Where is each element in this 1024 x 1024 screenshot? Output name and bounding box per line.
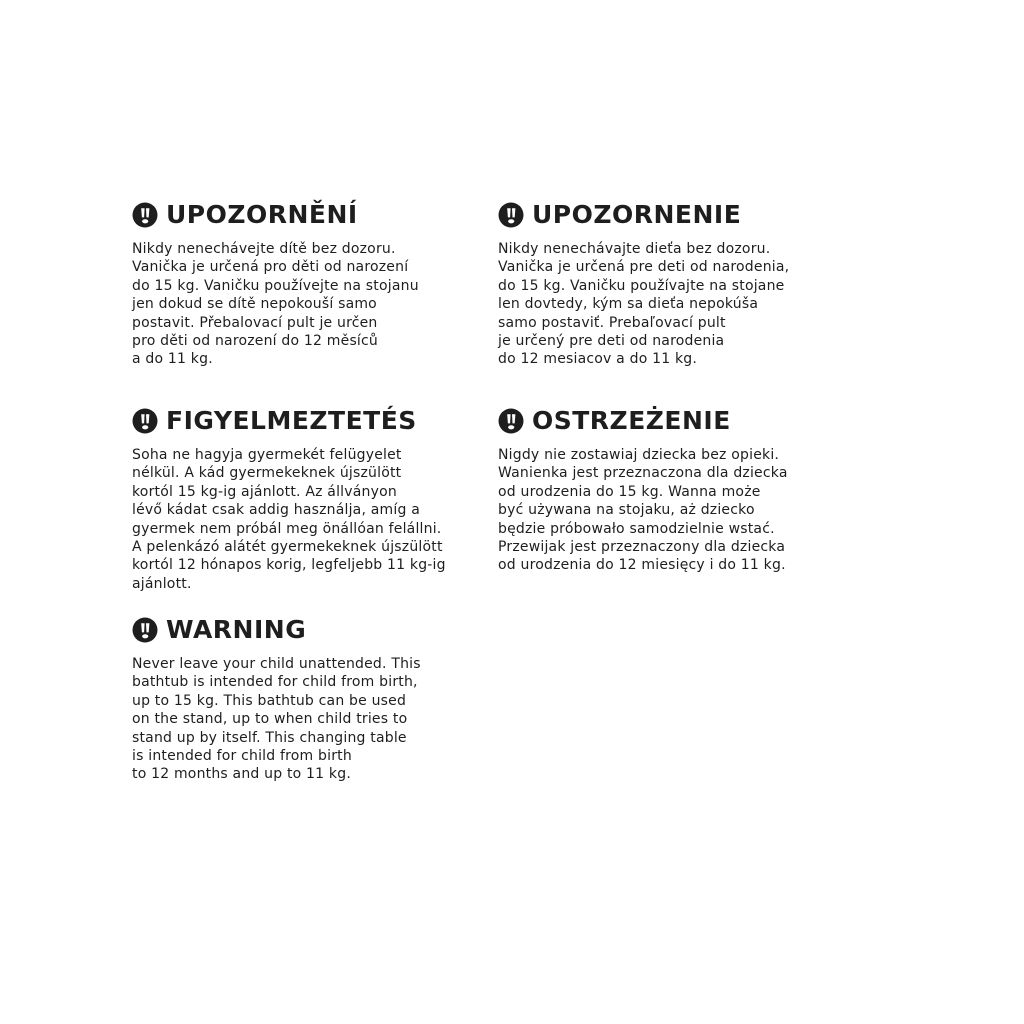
text-line: kortól 12 hónapos korig, legfeljebb 11 kg-ig bbox=[132, 557, 446, 574]
section-heading bbox=[132, 200, 492, 230]
warning-section-hungarian bbox=[132, 406, 492, 593]
text-line: Przewijak jest przeznaczony dla dziecka bbox=[498, 539, 786, 556]
text-line: do 15 kg. Vaničku používajte na stojane bbox=[498, 277, 785, 294]
text-line: Nikdy nenechávejte dítě bez dozoru. bbox=[132, 241, 396, 257]
text-line: do 15 kg. Vaničku používejte na stojanu bbox=[132, 277, 419, 294]
text-line: jen dokud se dítě nepokouší samo bbox=[132, 296, 377, 313]
text-line: gyermek nem próbál meg önállóan felállni. bbox=[132, 520, 442, 537]
warning-icon bbox=[132, 202, 158, 228]
text-line: pro děti od narození do 12 měsíců bbox=[132, 333, 378, 350]
warning-icon bbox=[132, 408, 158, 434]
section-heading bbox=[132, 615, 492, 645]
section-title: UPOZORNENIE bbox=[532, 200, 742, 229]
text-line: samo postaviť. Prebaľovací pult bbox=[498, 314, 726, 331]
warning-section-polish bbox=[498, 406, 858, 575]
text-line: len dovtedy, kým sa dieťa nepokúša bbox=[498, 296, 759, 313]
text-line: Nikdy nenechávajte dieťa bez dozoru. bbox=[498, 241, 771, 257]
section-text bbox=[132, 446, 492, 593]
text-line: Wanienka jest przeznaczona dla dziecka bbox=[498, 465, 788, 482]
text-line: od urodzenia do 15 kg. Wanna może bbox=[498, 483, 761, 500]
text-line: up to 15 kg. This bathtub can be used bbox=[132, 692, 407, 709]
section-text bbox=[132, 655, 492, 784]
section-heading bbox=[132, 406, 492, 436]
warning-icon bbox=[498, 408, 524, 434]
text-line: być używana na stojaku, aż dziecko bbox=[498, 502, 755, 519]
text-line: Vanička je určená pre deti od narodenia, bbox=[498, 259, 790, 276]
text-line: Never leave your child unattended. This bbox=[132, 656, 421, 672]
text-line: od urodzenia do 12 miesięcy i do 11 kg. bbox=[498, 557, 786, 574]
text-line: stand up by itself. This changing table bbox=[132, 729, 407, 746]
text-line: kortól 15 kg-ig ajánlott. Az állványon bbox=[132, 483, 397, 500]
text-line: to 12 months and up to 11 kg. bbox=[132, 766, 351, 783]
text-line: nélkül. A kád gyermekeknek újszülött bbox=[132, 465, 402, 482]
warning-section-english bbox=[132, 615, 492, 784]
section-title: WARNING bbox=[166, 615, 307, 644]
text-line: on the stand, up to when child tries to bbox=[132, 711, 408, 728]
text-line: bathtub is intended for child from birth, bbox=[132, 674, 418, 691]
warning-section-slovak bbox=[498, 200, 858, 369]
text-line: A pelenkázó alátét gyermekeknek újszülött bbox=[132, 539, 443, 556]
section-heading bbox=[498, 200, 858, 230]
section-heading bbox=[498, 406, 858, 436]
text-line: ajánlott. bbox=[132, 575, 192, 592]
warning-section-czech bbox=[132, 200, 492, 369]
warning-icon bbox=[132, 617, 158, 643]
text-line: is intended for child from birth bbox=[132, 748, 352, 765]
text-line: do 12 mesiacov a do 11 kg. bbox=[498, 351, 698, 368]
section-title: OSTRZEŻENIE bbox=[532, 406, 731, 435]
text-line: postavit. Přebalovací pult je určen bbox=[132, 314, 378, 331]
section-text bbox=[132, 240, 492, 369]
text-line: Soha ne hagyja gyermekét felügyelet bbox=[132, 447, 402, 463]
text-line: Vanička je určená pro děti od narození bbox=[132, 259, 409, 276]
text-line: będzie próbowało samodzielnie wstać. bbox=[498, 520, 775, 537]
text-line: lévő kádat csak addig használja, amíg a bbox=[132, 502, 420, 519]
text-line: je určený pre deti od narodenia bbox=[498, 333, 725, 350]
text-line: Nigdy nie zostawiaj dziecka bez opieki. bbox=[498, 447, 780, 463]
section-text bbox=[498, 240, 858, 369]
text-line: a do 11 kg. bbox=[132, 351, 213, 368]
section-title: FIGYELMEZTETÉS bbox=[166, 406, 417, 435]
warning-icon bbox=[498, 202, 524, 228]
section-title: UPOZORNĚNÍ bbox=[166, 200, 358, 229]
section-text bbox=[498, 446, 858, 575]
